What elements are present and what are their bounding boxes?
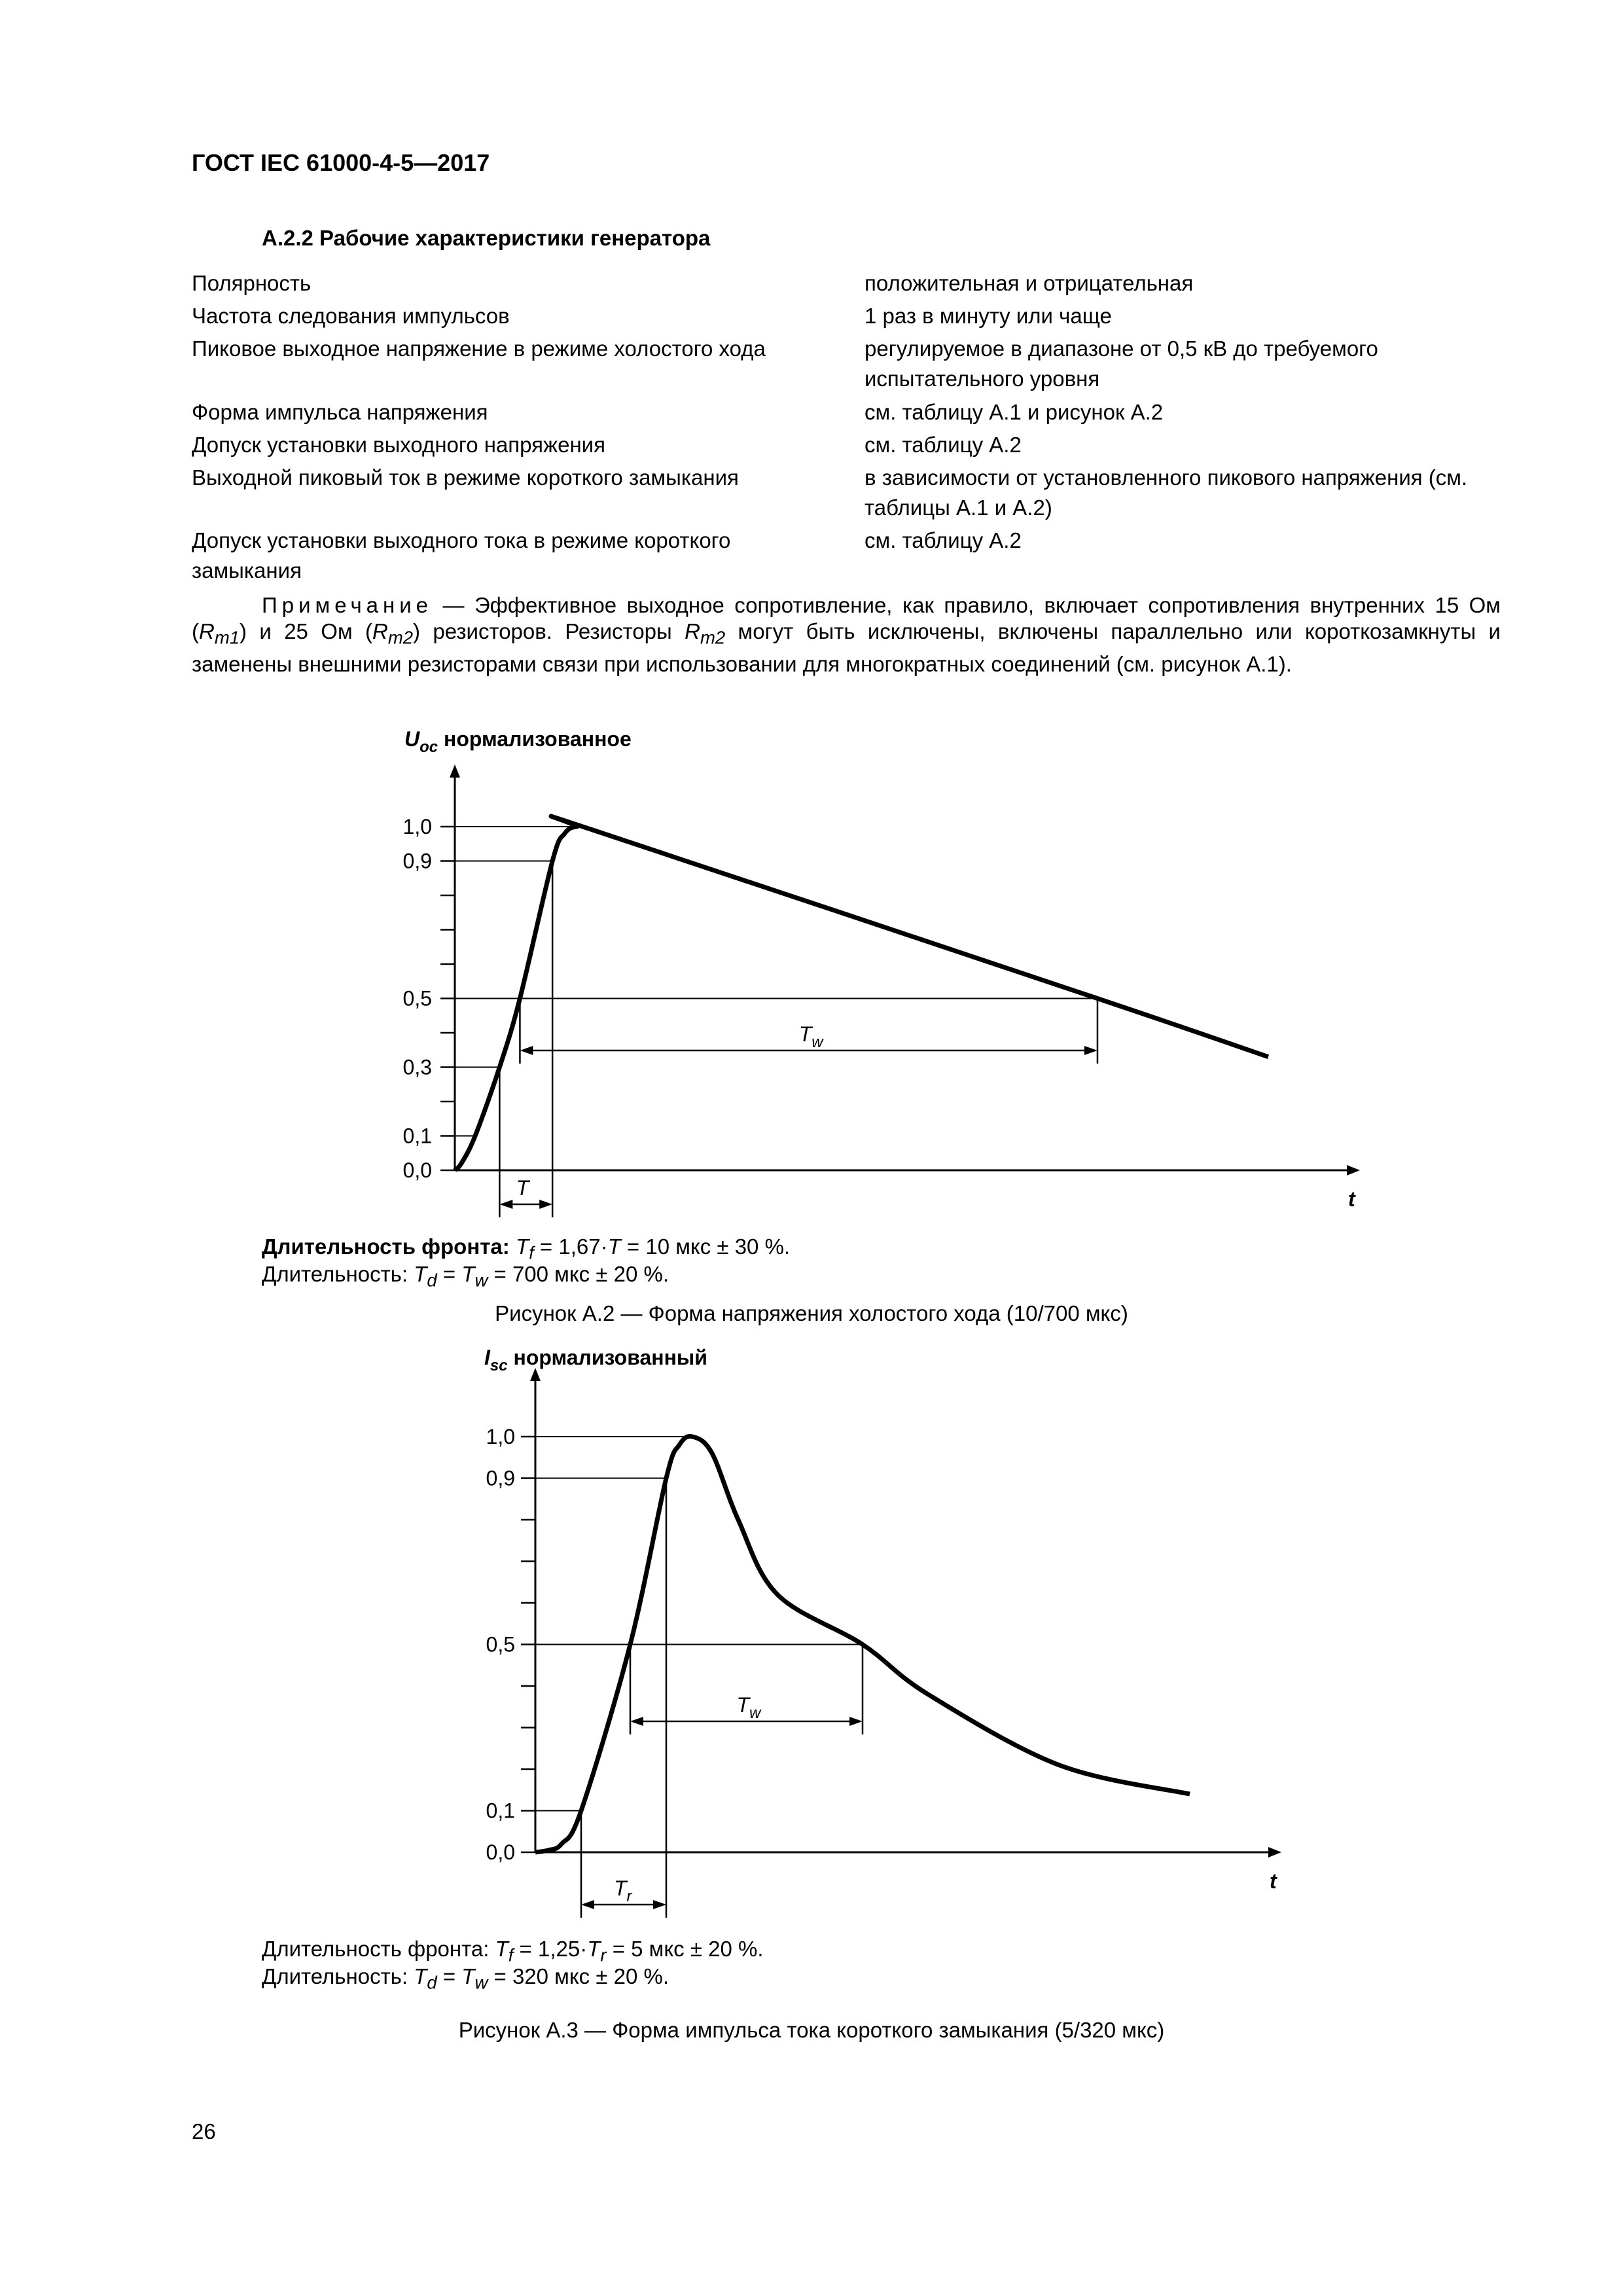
y-tick-label: 0,0 bbox=[486, 1840, 515, 1864]
y-tick-label: 1,0 bbox=[486, 1425, 515, 1448]
param-name: Пиковое выходное напряжение в режиме холостого хода bbox=[192, 336, 766, 361]
y-tick-label: 0,3 bbox=[402, 1055, 432, 1079]
dimension-arrow bbox=[539, 1200, 552, 1209]
param-name: Полярность bbox=[192, 271, 312, 295]
dimension-arrow bbox=[581, 1900, 594, 1909]
param-value: в зависимости от установленного пикового напряжения (см. таблицы А.1 и А.2) bbox=[865, 465, 1468, 520]
y-tick-label: 0,5 bbox=[486, 1632, 515, 1657]
note-paragraph: Примечание — Эффективное выходное сопротивление, как правило, включает сопротивления внутренних 15 Ом $(R_{m1})$ и 25 Ом $(R_{m2})$ резисторов. Резисторы $R_{m2}$ могут быть исключены, включены параллельно или короткозамкнуты и заменены внешними резисторами связи при использовании для многократных соединений (см. рисунок А.1). bbox=[192, 593, 1501, 676]
dimension-arrow bbox=[520, 1046, 533, 1055]
section-title: А.2.2 Рабочие характеристики генератора bbox=[262, 226, 711, 250]
param-value: см. таблицу А.1 и рисунок А.2 bbox=[865, 400, 1164, 424]
dimension-label: $T_r$ bbox=[614, 1876, 632, 1905]
y-tick-label: 1,0 bbox=[402, 815, 432, 838]
dimension-label: T bbox=[516, 1176, 529, 1200]
front-duration-a2: Длительность фронта: $T_f = 1,67\cdot T = 10$ мкс ± 30 %. bbox=[262, 1234, 791, 1263]
dimension-arrow bbox=[630, 1717, 643, 1726]
data-curve bbox=[455, 816, 1268, 1170]
duration-a2: Длительность: $T_d = T_w = 700$ мкс ± 20 %. bbox=[262, 1262, 669, 1291]
document-header: ГОСТ IEC 61000-4-5—2017 bbox=[192, 149, 490, 176]
x-axis-label: t bbox=[1348, 1187, 1355, 1211]
duration-a3: Длительность: $T_d = T_w = 320$ мкс ± 20 %. bbox=[262, 1964, 669, 1993]
figure-caption-a2: Рисунок А.2 — Форма напряжения холостого хода (10/700 мкс) bbox=[495, 1301, 1128, 1325]
param-value: см. таблицу А.2 bbox=[865, 433, 1022, 457]
param-name: Частота следования импульсов bbox=[192, 304, 510, 328]
dimension-label: $T_w$ bbox=[736, 1693, 761, 1722]
param-name: Допуск установки выходного тока в режиме короткого замыкания bbox=[192, 528, 731, 583]
note-label: Примечание bbox=[262, 593, 433, 617]
dimension-label: $T_w$ bbox=[798, 1022, 823, 1051]
y-axis-arrow bbox=[530, 1368, 541, 1381]
y-tick-label: 0,5 bbox=[402, 986, 432, 1011]
dimension-arrow bbox=[499, 1200, 512, 1209]
x-axis-arrow bbox=[1268, 1847, 1281, 1857]
y-tick-label: 0,0 bbox=[402, 1158, 432, 1182]
y-axis-title: $I_{sc}$ нормализованный bbox=[484, 1346, 707, 1374]
y-tick-label: 0,9 bbox=[402, 849, 432, 873]
chart-current-group bbox=[484, 1346, 1281, 1918]
y-tick-label: 0,1 bbox=[402, 1124, 432, 1148]
param-name: Выходной пиковый ток в режиме короткого замыкания bbox=[192, 465, 739, 490]
dimension-arrow bbox=[849, 1717, 863, 1726]
figure-caption-a3: Рисунок А.3 — Форма импульса тока короткого замыкания (5/320 мкс) bbox=[458, 2018, 1165, 2042]
y-axis-arrow bbox=[450, 764, 460, 778]
y-axis-title: $U_{oc}$ нормализованное bbox=[404, 727, 632, 756]
x-axis-label: t bbox=[1270, 1869, 1277, 1893]
page-number: 26 bbox=[192, 2119, 216, 2144]
param-name: Допуск установки выходного напряжения bbox=[192, 433, 605, 457]
y-tick-label: 0,1 bbox=[486, 1799, 515, 1823]
param-value: положительная и отрицательная bbox=[865, 271, 1194, 295]
chart-voltage-group bbox=[403, 727, 1360, 1217]
x-axis-arrow bbox=[1347, 1165, 1360, 1175]
dimension-arrow bbox=[653, 1900, 666, 1909]
param-value: регулируемое в диапазоне от 0,5 кВ до требуемого испытательного уровня bbox=[865, 336, 1378, 391]
param-value: см. таблицу А.2 bbox=[865, 528, 1022, 552]
y-tick-label: 0,9 bbox=[486, 1466, 515, 1490]
param-name: Форма импульса напряжения bbox=[192, 400, 488, 424]
dimension-arrow bbox=[1084, 1046, 1097, 1055]
param-value: 1 раз в минуту или чаще bbox=[865, 304, 1112, 328]
front-duration-a3: Длительность фронта: $T_f = 1,25\cdot T_r = 5$ мкс ± 20 %. bbox=[262, 1937, 764, 1965]
